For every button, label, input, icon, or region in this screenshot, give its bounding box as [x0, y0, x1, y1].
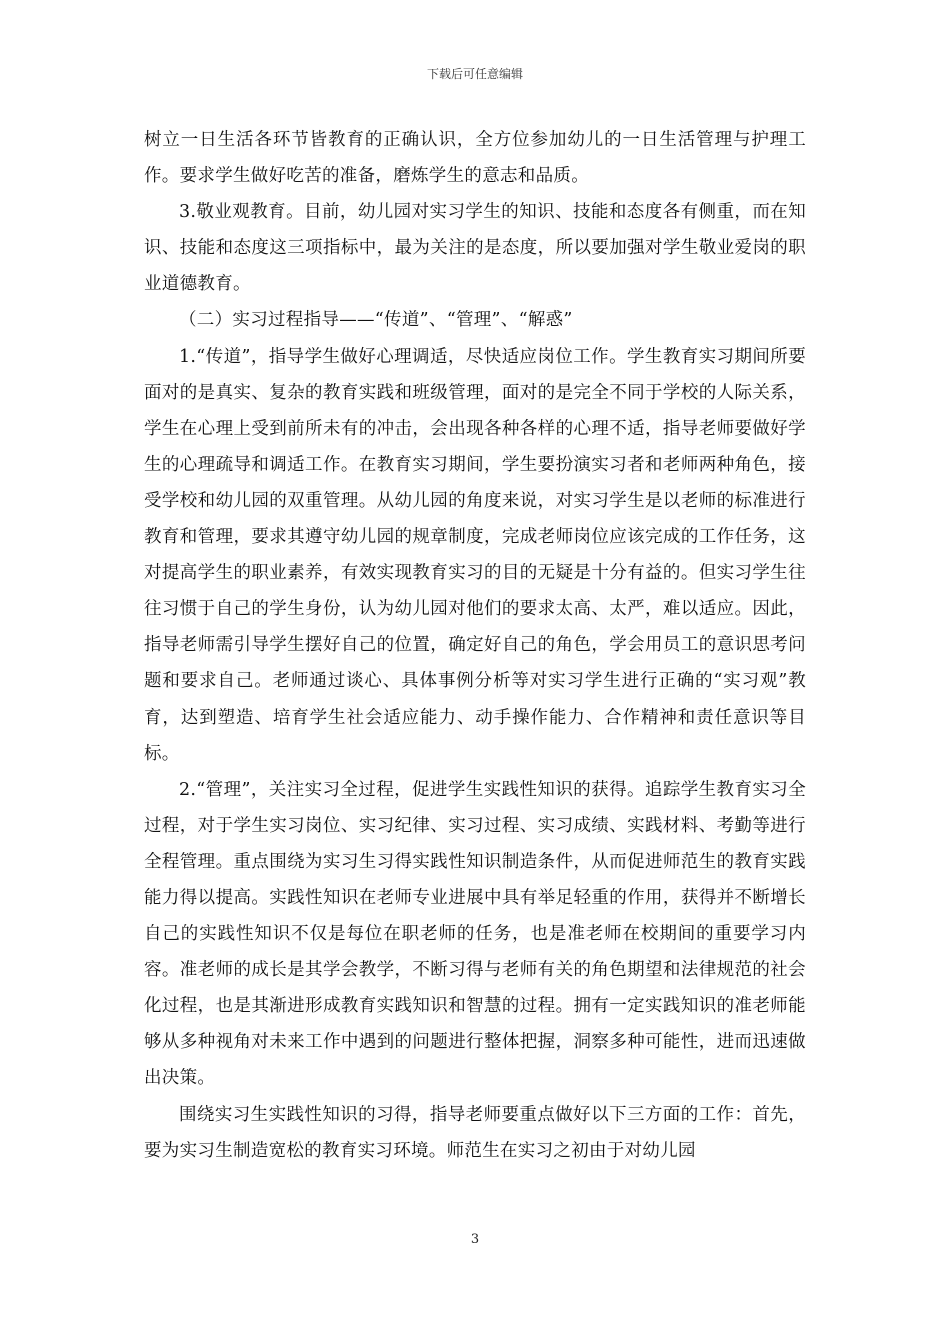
page-header: 下载后可任意编辑	[426, 67, 523, 81]
paragraph-3: 1.“传道”，指导学生做好心理调适，尽快适应岗位工作。学生教育实习期间所要面对的是真实、复杂的教育实践和班级管理，面对的是完全不同于学校的人际关系，学生在心理上受到前所未有的冲击，会出现各种各样的心理不适，指导老师要做好学生的心理疏导和调适工作。在教育实习期间，学生要扮演实习者和老师两种角色，接受学校和幼儿园的双重管理。从幼儿园的角度来说，对实习学生是以老师的标准进行教育和管理，要求其遵守幼儿园的规章制度，完成老师岗位应该完成的工作任务，这对提高学生的职业素养，有效实现教育实习的目的无疑是十分有益的。但实习学生往往习惯于自己的学生身份，认为幼儿园对他们的要求太高、太严，难以适应。因此，指导老师需引导学生摆好自己的位置，确定好自己的角色，学会用员工的意识思考问题和要求自己。老师通过谈心、具体事例分析等对实习学生进行正确的“实习观”教育，达到塑造、培育学生社会适应能力、动手操作能力、合作精神和责任意识等目标。	[144, 346, 806, 764]
paragraph-5: 围绕实习生实践性知识的习得，指导老师要重点做好以下三方面的工作：首先，要为实习生制造宽松的教育实习环境。师范生在实习之初由于对幼儿园	[144, 1104, 806, 1161]
document-body	[144, 122, 806, 1169]
paragraph-1: 树立一日生活各环节皆教育的正确认识，全方位参加幼儿的一日生活管理与护理工作。要求学生做好吃苦的准备，磨炼学生的意志和品质。	[144, 130, 806, 187]
paragraph-2: 3.敬业观教育。目前，幼儿园对实习学生的知识、技能和态度各有侧重，而在知识、技能和态度这三项指标中，最为关注的是态度，所以要加强对学生敬业爱岗的职业道德教育。	[144, 202, 806, 295]
paragraph-4: 2.“管理”，关注实习全过程，促进学生实践性知识的获得。追踪学生教育实习全过程，对于学生实习岗位、实习纪律、实习过程、实习成绩、实践材料、考勤等进行全程管理。重点围绕为实习生习得实践性知识制造条件，从而促进师范生的教育实践能力得以提高。实践性知识在老师专业进展中具有举足轻重的作用，获得并不断增长自己的实践性知识不仅是每位在职老师的任务，也是准老师在校期间的重要学习内容。准老师的成长是其学会教学，不断习得与老师有关的角色期望和法律规范的社会化过程，也是其渐进形成教育实践知识和智慧的过程。拥有一定实践知识的准老师能够从多种视角对未来工作中遇到的问题进行整体把握，洞察多种可能性，进而迅速做出决策。	[144, 779, 806, 1089]
page-number: 3	[470, 1232, 480, 1247]
section-heading: （二）实习过程指导——“传道”、“管理”、“解惑”	[179, 310, 573, 331]
